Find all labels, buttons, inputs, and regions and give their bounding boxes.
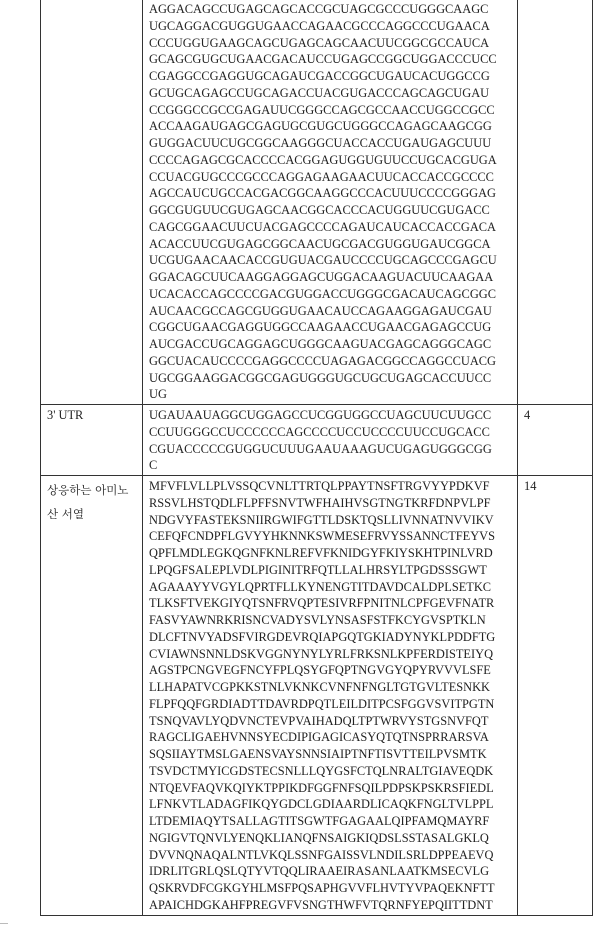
row-label: [41, 0, 143, 405]
amino-acid-sequence: MFVFLVLLPLVSSQCVNLTTRTQLPPAYTNSFTRGVYYPDKVF RSSVLHSTQDLFLPFFSNVTWFHAIHVSGTNGTKRFDNPVLPF NDGVYFASTEKSNIIRGWIFGTTLDSKTQSLLIVNNATNVVIKV CEFQFCNDPFLGVYYHKNNKSWMESEFRVYSSANNCTFEYVS QPFLMDLEGKQGNFKNLREFVFKNIDGYFKIYSKHTPINLVRD LPQGFSALEPLVDLPIGINITRFQTLLALHRSYLTPGDSSSGWT AGAAAYYVGYLQPRTFLLKYNENGTITDAVDCALDPLSETKC TLKSFTVEKGIYQTSNFRVQPTESIVRFPNITNLCPFGEVFNATR FASVYAWNRKRISNCVADYSVLYNSASFSTFKCYGVSPTKLN DLCFTNVYADSFVIRGDEVRQIAPGQTGKIADYNYKLPDDFTG CVIAWNSNNLDSKVGGNYNYLYRLFRKSNLKPFERDISTEIYQ AGSTPCNGVEGFNCYFPLQSYGFQPTNGVGYQPYRVVVLSFE LLHAPATVCGPKKSTNLVKNKCVNFNFNGLTGTGVLTESNKK FLPFQQFGRDIADTTDAVRDPQTLEILDITPCSFGGVSVITPGTN TSNQVAVLYQDVNCTEVPVAIHADQLTPTWRVYSTGSNVFQT RAGCLIGAEHVNNSYECDIPIGAGICASYQTQTNSPRRARSVA SQSIIAYTMSLGAENSVAYSNNSIAIPTNFTISVTTEILPVSMTK TSVDCTMYICGDSTECSNLLLQYGSFCTQLNRALTGIAVEQDK NTQEVFAQVKQIYKTPPIKDFGGFNFSQILPDPSKPSKRSFIEDL LFNKVTLADAGFIKQYGDCLGDIAARDLICAQKFNGLTVLPPL LTDEMIAQYTSALLAGTITSGWTFGAGAALQIPFAMQMAYRF NGIGVTQNVLYENQKLIANQFNSAIGKIQDSLSSTASALGKLQ DVVNQNAQALNTLVKQLSSNFGAISSVLNDILSRLDPPEAEVQ IDRLITGRLQSLQTYVTQQLIRAAEIRASANLAATKMSECVLG QSKRVDFCGKGYHLMSFPQSAPHGVVFLHVTYVPAQEKNFTT APAICHDGKAHFPREGVFVSNGTHWFVTQRNFYEPQIITTDNT: [143, 476, 518, 916]
table-row: [41, 0, 593, 405]
row-label: 상응하는 아미노산 서열: [41, 476, 143, 916]
seq-id-number: 4: [518, 405, 593, 476]
utr-sequence: UGAUAAUAGGCUGGAGCCUCGGUGGCCUAGCUUCUUGCC CCUUGGGCCUCCCCCCAGCCCCUCCUCCCCUUCCUGCACC CGUACCCCCGUGGUCUUUGAAUAAAGUCUGAGUGGGCGG C: [143, 405, 518, 476]
seq-id-number: 14: [518, 476, 593, 916]
seq-id-number: [518, 0, 593, 405]
table-row: [41, 405, 593, 476]
page-corner-mark: [0, 923, 8, 928]
table-row: [41, 476, 593, 916]
row-label: 3' UTR: [41, 405, 143, 476]
rna-sequence: AGGACAGCCUGAGCAGCACCGCUAGCGCCCUGGGCAAGC UGCAGGACGUGGUGAACCAGAACGCCCAGGCCCUGAACA CCCUGGUGAAGCAGCUGAGCAGCAACUUCGGCGCCAUCA GCAGCGUGCUGAACGACAUCCUGAGCCGGCUGGACCCUCC CGAGGCCGAGGUGCAGAUCGACCGGCUGAUCACUGGCCG GCUGCAGAGCCUGCAGACCUACGUGACCCAGCAGCUGAU CCGGGCCGCCGAGAUUCGGGCCAGCGCCAACCUGGCCGCC ACCAAGAUGAGCGAGUGCGUGCUGGGCCAGAGCAAGCGG GUGGACUUCUGCGGCAAGGGCUACCACCUGAUGAGCUUU CCCCAGAGCGCACCCCACGGAGUGGUGUUCCUGCACGUGA CCUACGUGCCCGCCCAGGAGAAGAACUUCACCACCGCCCC AGCCAUCUGCCACGACGGCAAGGCCCACUUUCCCCGGGAG GGCGUGUUCGUGAGCAACGGCACCCACUGGUUCGUGACC CAGCGGAACUUCUACGAGCCCCAGAUCAUCACCACCGACA ACACCUUCGUGAGCGGCAACUGCGACGUGGUGAUCGGCA UCGUGAACAACACCGUGUACGAUCCCCUGCAGCCCGAGCU GGACAGCUUCAAGGAGGAGCUGGACAAGUACUUCAAGAA UCACACCAGCCCCGACGUGGACCUGGGCGACAUCAGCGGC AUCAACGCCAGCGUGGUGAACAUCCAGAAGGAGAUCGAU CGGCUGAACGAGGUGGCCAAGAACCUGAACGAGAGCCUG AUCGACCUGCAGGAGCUGGGCAAGUACGAGCAGGGCAGC GGCUACAUCCCCGAGGCCCCUAGAGACGGCCAGGCCUACG UGCGGAAGGACGGCGAGUGGGUGCUGCUGAGCACCUUCC UG: [143, 0, 518, 405]
sequence-table: [40, 0, 593, 916]
